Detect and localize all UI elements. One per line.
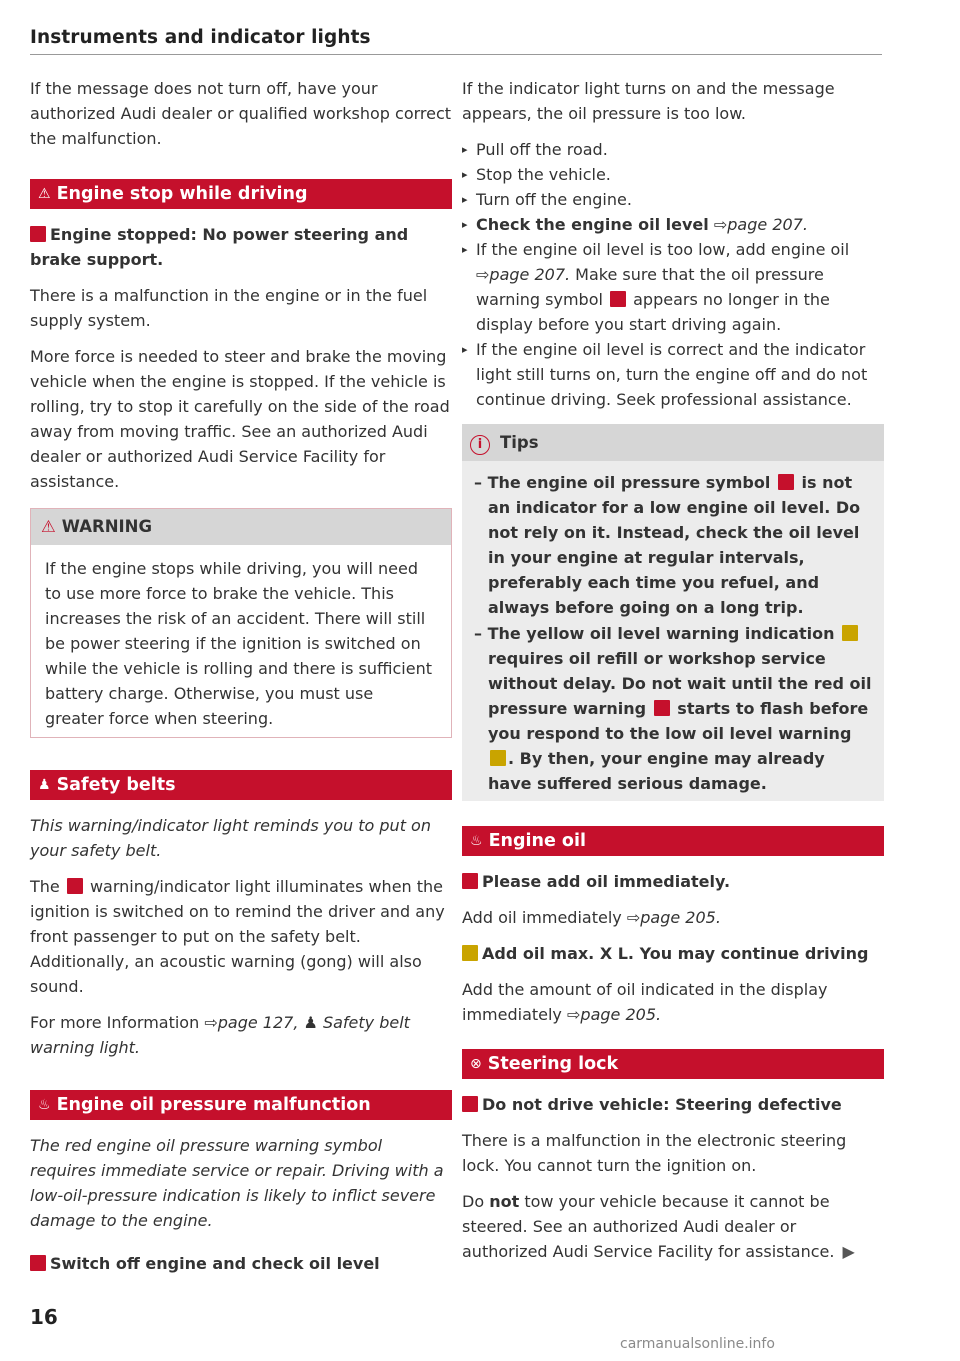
oil-can-icon: ♨ <box>38 1097 51 1113</box>
page-ref-link[interactable]: page 207. <box>727 215 808 234</box>
page-ref-link[interactable]: page 207. <box>489 265 571 284</box>
page-ref-arrow-icon: ⇨ <box>626 908 641 927</box>
left-column <box>30 76 452 1287</box>
step-item: ▸ If the engine oil level is too low, add engine oil ⇨page 207. Make sure that the oil pressure warning symbol appears no longer in the display before you start driving again. <box>462 237 884 337</box>
engine-stop-indicator-icon <box>30 226 46 242</box>
warning-triangle-icon: ⚠ <box>41 517 56 536</box>
engine-stop-message: Engine stopped: No power steering and brake support. <box>30 225 409 269</box>
tips-header: i Tips <box>462 424 884 461</box>
engine-oil-paragraph-1: Add oil immediately ⇨page 205. <box>462 908 721 927</box>
oil-pressure-paragraph: If the indicator light turns on and the message appears, the oil pressure is too low. <box>462 79 835 123</box>
step-item: ▸ Turn off the engine. <box>462 187 884 212</box>
step-item: ▸ Pull off the road. <box>462 137 884 162</box>
page-ref-arrow-icon: ⇨ <box>204 1013 218 1032</box>
header-rule <box>30 54 882 55</box>
seatbelt-inline-icon: ♟ <box>303 1013 318 1032</box>
engine-stop-paragraph-1: There is a malfunction in the engine or in the fuel supply system. <box>30 286 428 330</box>
page-ref-arrow-icon: ⇨ <box>713 215 728 234</box>
oil-pressure-indicator-icon <box>610 291 626 307</box>
watermark: carmanualsonline.info <box>620 1336 775 1352</box>
seatbelt-indicator-icon <box>67 878 83 894</box>
steering-lock-icon: ⊗ <box>470 1056 482 1072</box>
oil-pressure-message: Switch off engine and check oil level <box>30 1251 452 1276</box>
warning-box <box>30 508 452 738</box>
intro-paragraph: If the message does not turn off, have your authorized Audi dealer or qualified workshop correct the malfunction. <box>30 79 452 148</box>
page-ref-link[interactable]: page 205. <box>580 1005 662 1024</box>
page-ref-link[interactable]: page 205. <box>640 908 721 927</box>
seatbelt-icon: ♟ <box>38 777 51 793</box>
oil-pressure-indicator-icon <box>30 1255 46 1271</box>
page-header: Instruments and indicator lights <box>30 27 371 48</box>
oil-level-indicator-icon <box>490 750 506 766</box>
steering-lock-heading: ⊗ Steering lock <box>462 1049 884 1079</box>
engine-stop-icon: ⚠ <box>38 186 51 202</box>
info-icon: i <box>470 435 490 455</box>
engine-oil-message-2: Add oil max. X L. You may continue driving <box>462 941 884 966</box>
engine-oil-heading: ♨ Engine oil <box>462 826 884 856</box>
step-item: ▸ Stop the vehicle. <box>462 162 884 187</box>
continue-arrow-icon: ▶ <box>842 1242 855 1261</box>
tip-item: – The engine oil pressure symbol is not an indicator for a low engine oil level. Do not rely on it. Instead, check the oil level in your engine at regular intervals, preferably each time you refuel, and always before going on a long trip. <box>474 473 861 617</box>
engine-oil-message-1: Please add oil immediately. <box>462 869 884 894</box>
step-item: ▸ Check the engine oil level ⇨page 207. <box>462 212 884 237</box>
tips-box <box>462 424 884 801</box>
warning-text: If the engine stops while driving, you will need to use more force to brake the vehicle. This increases the risk of an accident. There will still be power steering if the ignition is switched on while the vehicle is rolling and there is sufficient battery charge. Otherwise, you must use greater force when steering. <box>45 559 432 728</box>
engine-stop-heading-text: Engine stop while driving <box>56 184 308 204</box>
steering-lock-indicator-icon <box>462 1096 478 1112</box>
oil-pressure-indicator-icon <box>654 700 670 716</box>
safety-belts-intro: This warning/indicator light reminds you to put on your safety belt. <box>30 816 431 860</box>
warning-header: ⚠ WARNING <box>31 509 451 545</box>
oil-pressure-intro: The red engine oil pressure warning symbol requires immediate service or repair. Driving with a low-oil-pressure indication is likely to inflict severe damage to the engine. <box>30 1136 444 1230</box>
engine-stop-heading <box>30 179 452 209</box>
oil-level-yellow-indicator-icon <box>462 945 478 961</box>
safety-belts-heading: ♟ Safety belts <box>30 770 452 800</box>
engine-oil-paragraph-2: Add the amount of oil indicated in the display immediately ⇨page 205. <box>462 980 828 1024</box>
right-column <box>462 76 884 1275</box>
oil-level-indicator-icon <box>462 873 478 889</box>
steering-lock-paragraph-2: Do not tow your vehicle because it cannot be steered. See an authorized Audi dealer or authorized Audi Service Facility for assistance. ▶ <box>462 1192 855 1261</box>
steering-lock-paragraph-1: There is a malfunction in the electronic steering lock. You cannot turn the ignition on. <box>462 1131 847 1175</box>
safety-belts-paragraph-1: The warning/indicator light illuminates when the ignition is switched on to remind the driver and any front passenger to put on the safety belt. Additionally, an acoustic warning (gong) will also sound. <box>30 877 445 996</box>
page-number: 16 <box>30 1305 58 1329</box>
tip-item: – The yellow oil level warning indication requires oil refill or workshop service without delay. Do not wait until the red oil pressure warning starts to flash before you respond to the low oil level warning . By then, your engine may already have suffered serious damage. <box>474 624 872 793</box>
oil-pressure-heading: ♨ Engine oil pressure malfunction <box>30 1090 452 1120</box>
steering-lock-message: Do not drive vehicle: Steering defective <box>462 1092 884 1117</box>
oil-pressure-indicator-icon <box>778 474 794 490</box>
page-ref-arrow-icon: ⇨ <box>567 1005 581 1024</box>
step-item: ▸ If the engine oil level is correct and the indicator light still turns on, turn the engine off and do not continue driving. Seek professional assistance. <box>462 337 884 412</box>
page-ref-link[interactable]: page 127, <box>217 1013 299 1032</box>
oil-level-indicator-icon <box>842 625 858 641</box>
oil-pressure-steps <box>462 137 884 412</box>
engine-stop-paragraph-2: More force is needed to steer and brake the moving vehicle when the engine is stopped. If the vehicle is rolling, try to stop it carefully on the side of the road away from moving traffic. See an authorized Audi dealer or authorized Audi Service Facility for assistance. <box>30 347 450 491</box>
oil-level-icon: ♨ <box>470 833 483 849</box>
safety-belts-paragraph-2: For more Information ⇨page 127, ♟ Safety belt warning light. <box>30 1013 410 1057</box>
page-ref-arrow-icon: ⇨ <box>476 265 490 284</box>
